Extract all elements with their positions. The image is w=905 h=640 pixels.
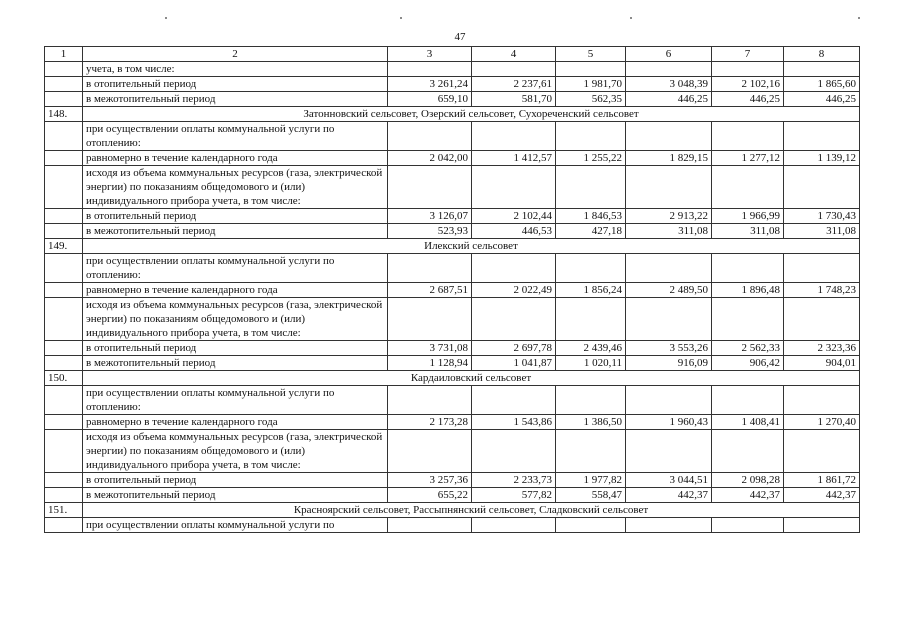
- row-index: [45, 122, 83, 151]
- page-number: 47: [454, 31, 466, 43]
- value-cell: [472, 122, 556, 151]
- row-index: [45, 341, 83, 356]
- row-index: [45, 254, 83, 283]
- table-row: [45, 518, 860, 533]
- value-cell: [712, 430, 784, 473]
- value-cell: [388, 62, 472, 77]
- value-cell: 1 981,70: [556, 77, 626, 92]
- value-cell: 1 041,87: [472, 356, 556, 371]
- row-description: равномерно в течение календарного года: [83, 283, 388, 298]
- value-cell: [556, 166, 626, 209]
- value-cell: 2 562,33: [712, 341, 784, 356]
- value-cell: [712, 62, 784, 77]
- value-cell: 1 829,15: [626, 151, 712, 166]
- value-cell: [388, 386, 472, 415]
- value-cell: [784, 166, 860, 209]
- value-cell: 1 748,23: [784, 283, 860, 298]
- value-cell: [712, 166, 784, 209]
- value-cell: 2 237,61: [472, 77, 556, 92]
- header-cell: 1: [45, 47, 83, 62]
- value-cell: 3 257,36: [388, 473, 472, 488]
- row-index: 150.: [45, 371, 83, 386]
- value-cell: [712, 518, 784, 533]
- value-cell: 3 261,24: [388, 77, 472, 92]
- value-cell: [626, 298, 712, 341]
- row-index: [45, 415, 83, 430]
- value-cell: 446,25: [626, 92, 712, 107]
- value-cell: 442,37: [784, 488, 860, 503]
- tariff-table: [44, 46, 860, 533]
- header-row: [45, 47, 860, 62]
- value-cell: [556, 430, 626, 473]
- value-cell: 1 412,57: [472, 151, 556, 166]
- row-description: при осуществлении оплаты коммунальной услуги по отоплению:: [83, 254, 388, 283]
- value-cell: [784, 254, 860, 283]
- value-cell: [784, 386, 860, 415]
- table-row: [45, 224, 860, 239]
- value-cell: 1 277,12: [712, 151, 784, 166]
- value-cell: [556, 122, 626, 151]
- row-description: исходя из объема коммунальных ресурсов (газа, электрической энергии) по показаниям общедомового и (или) индивидуального прибора учета, в том числе:: [83, 430, 388, 473]
- table-row: [45, 62, 860, 77]
- header-cell: 6: [626, 47, 712, 62]
- table-body: [45, 47, 860, 533]
- table-row: [45, 430, 860, 473]
- value-cell: [388, 254, 472, 283]
- row-index: [45, 473, 83, 488]
- value-cell: 2 687,51: [388, 283, 472, 298]
- row-index: [45, 356, 83, 371]
- value-cell: 1 543,86: [472, 415, 556, 430]
- value-cell: 2 098,28: [712, 473, 784, 488]
- value-cell: 1 270,40: [784, 415, 860, 430]
- value-cell: [472, 386, 556, 415]
- value-cell: 916,09: [626, 356, 712, 371]
- value-cell: 2 697,78: [472, 341, 556, 356]
- row-description: при осуществлении оплаты коммунальной услуги по: [83, 518, 388, 533]
- value-cell: 1 896,48: [712, 283, 784, 298]
- value-cell: [388, 298, 472, 341]
- value-cell: 1 408,41: [712, 415, 784, 430]
- value-cell: 1 128,94: [388, 356, 472, 371]
- value-cell: [388, 122, 472, 151]
- row-description: исходя из объема коммунальных ресурсов (газа, электрической энергии) по показаниям общедомового и (или) индивидуального прибора учета, в том числе:: [83, 298, 388, 341]
- value-cell: [712, 298, 784, 341]
- row-description: в межотопительный период: [83, 488, 388, 503]
- value-cell: 1 960,43: [626, 415, 712, 430]
- row-index: [45, 62, 83, 77]
- row-index: [45, 518, 83, 533]
- value-cell: [556, 254, 626, 283]
- row-description: при осуществлении оплаты коммунальной услуги по отоплению:: [83, 122, 388, 151]
- table-row: [45, 356, 860, 371]
- table-row: [45, 415, 860, 430]
- row-index: [45, 92, 83, 107]
- value-cell: [626, 386, 712, 415]
- value-cell: 446,25: [712, 92, 784, 107]
- value-cell: [626, 518, 712, 533]
- row-description: в отопительный период: [83, 473, 388, 488]
- value-cell: [556, 298, 626, 341]
- row-index: 151.: [45, 503, 83, 518]
- value-cell: [712, 254, 784, 283]
- region-title: Кардаиловский сельсовет: [83, 371, 860, 386]
- value-cell: 655,22: [388, 488, 472, 503]
- row-description: в межотопительный период: [83, 92, 388, 107]
- value-cell: [472, 430, 556, 473]
- value-cell: 3 048,39: [626, 77, 712, 92]
- value-cell: [556, 386, 626, 415]
- value-cell: 1 846,53: [556, 209, 626, 224]
- row-description: в межотопительный период: [83, 356, 388, 371]
- row-index: [45, 298, 83, 341]
- scan-dot: [400, 17, 402, 19]
- row-description: равномерно в течение календарного года: [83, 151, 388, 166]
- value-cell: [626, 62, 712, 77]
- value-cell: 1 861,72: [784, 473, 860, 488]
- row-index: 149.: [45, 239, 83, 254]
- header-cell: 3: [388, 47, 472, 62]
- row-description: в отопительный период: [83, 341, 388, 356]
- value-cell: 558,47: [556, 488, 626, 503]
- table-row: [45, 77, 860, 92]
- value-cell: [784, 298, 860, 341]
- value-cell: 1 020,11: [556, 356, 626, 371]
- header-cell: 5: [556, 47, 626, 62]
- row-index: [45, 283, 83, 298]
- value-cell: 427,18: [556, 224, 626, 239]
- value-cell: [388, 518, 472, 533]
- value-cell: 442,37: [626, 488, 712, 503]
- header-cell: 7: [712, 47, 784, 62]
- row-description: исходя из объема коммунальных ресурсов (газа, электрической энергии) по показаниям общедомового и (или) индивидуального прибора учета, в том числе:: [83, 166, 388, 209]
- table-row: [45, 341, 860, 356]
- row-index: [45, 209, 83, 224]
- row-description: в отопительный период: [83, 209, 388, 224]
- value-cell: 581,70: [472, 92, 556, 107]
- value-cell: 3 553,26: [626, 341, 712, 356]
- row-description: в межотопительный период: [83, 224, 388, 239]
- value-cell: [626, 166, 712, 209]
- value-cell: 2 173,28: [388, 415, 472, 430]
- table-row: [45, 209, 860, 224]
- value-cell: [472, 298, 556, 341]
- value-cell: [626, 430, 712, 473]
- region-title: Затонновский сельсовет, Озерский сельсовет, Сухореченский сельсовет: [83, 107, 860, 122]
- value-cell: 2 489,50: [626, 283, 712, 298]
- value-cell: 1 856,24: [556, 283, 626, 298]
- value-cell: 2 102,44: [472, 209, 556, 224]
- region-title: Красноярский сельсовет, Рассыпнянский сельсовет, Сладковский сельсовет: [83, 503, 860, 518]
- value-cell: 659,10: [388, 92, 472, 107]
- value-cell: 562,35: [556, 92, 626, 107]
- value-cell: 442,37: [712, 488, 784, 503]
- value-cell: [784, 518, 860, 533]
- region-title: Илекский сельсовет: [83, 239, 860, 254]
- table-row: [45, 166, 860, 209]
- table-row: [45, 386, 860, 415]
- value-cell: [472, 518, 556, 533]
- value-cell: 1 865,60: [784, 77, 860, 92]
- table-row: [45, 151, 860, 166]
- table-row: [45, 298, 860, 341]
- value-cell: [712, 386, 784, 415]
- header-cell: 8: [784, 47, 860, 62]
- value-cell: 1 730,43: [784, 209, 860, 224]
- value-cell: 2 913,22: [626, 209, 712, 224]
- value-cell: 2 439,46: [556, 341, 626, 356]
- value-cell: 2 323,36: [784, 341, 860, 356]
- value-cell: [784, 122, 860, 151]
- value-cell: 2 022,49: [472, 283, 556, 298]
- row-index: [45, 151, 83, 166]
- row-index: [45, 224, 83, 239]
- value-cell: 3 126,07: [388, 209, 472, 224]
- value-cell: 3 731,08: [388, 341, 472, 356]
- value-cell: 311,08: [712, 224, 784, 239]
- region-row: [45, 239, 860, 254]
- value-cell: [388, 166, 472, 209]
- value-cell: 446,53: [472, 224, 556, 239]
- region-row: [45, 371, 860, 386]
- table-row: [45, 92, 860, 107]
- value-cell: 1 966,99: [712, 209, 784, 224]
- value-cell: 1 386,50: [556, 415, 626, 430]
- value-cell: 577,82: [472, 488, 556, 503]
- row-index: [45, 386, 83, 415]
- table-row: [45, 283, 860, 298]
- value-cell: [784, 62, 860, 77]
- value-cell: 311,08: [626, 224, 712, 239]
- row-description: учета, в том числе:: [83, 62, 388, 77]
- row-index: [45, 166, 83, 209]
- table-row: [45, 473, 860, 488]
- table-row: [45, 488, 860, 503]
- value-cell: 2 233,73: [472, 473, 556, 488]
- region-row: [45, 107, 860, 122]
- header-cell: 2: [83, 47, 388, 62]
- header-cell: 4: [472, 47, 556, 62]
- value-cell: [784, 430, 860, 473]
- value-cell: [472, 254, 556, 283]
- value-cell: [626, 122, 712, 151]
- value-cell: 523,93: [388, 224, 472, 239]
- value-cell: 3 044,51: [626, 473, 712, 488]
- row-index: [45, 430, 83, 473]
- scan-dot: [165, 17, 167, 19]
- value-cell: [388, 430, 472, 473]
- value-cell: 1 977,82: [556, 473, 626, 488]
- row-index: [45, 77, 83, 92]
- value-cell: [712, 122, 784, 151]
- value-cell: 311,08: [784, 224, 860, 239]
- value-cell: [556, 518, 626, 533]
- row-description: при осуществлении оплаты коммунальной услуги по отоплению:: [83, 386, 388, 415]
- scan-dot: [858, 17, 860, 19]
- row-index: [45, 488, 83, 503]
- value-cell: [626, 254, 712, 283]
- table-row: [45, 254, 860, 283]
- value-cell: [556, 62, 626, 77]
- value-cell: [472, 166, 556, 209]
- scan-dot: [630, 17, 632, 19]
- value-cell: 906,42: [712, 356, 784, 371]
- row-index: 148.: [45, 107, 83, 122]
- value-cell: 1 255,22: [556, 151, 626, 166]
- row-description: в отопительный период: [83, 77, 388, 92]
- value-cell: 2 042,00: [388, 151, 472, 166]
- value-cell: 2 102,16: [712, 77, 784, 92]
- value-cell: 904,01: [784, 356, 860, 371]
- row-description: равномерно в течение календарного года: [83, 415, 388, 430]
- value-cell: [472, 62, 556, 77]
- table-row: [45, 122, 860, 151]
- region-row: [45, 503, 860, 518]
- value-cell: 1 139,12: [784, 151, 860, 166]
- value-cell: 446,25: [784, 92, 860, 107]
